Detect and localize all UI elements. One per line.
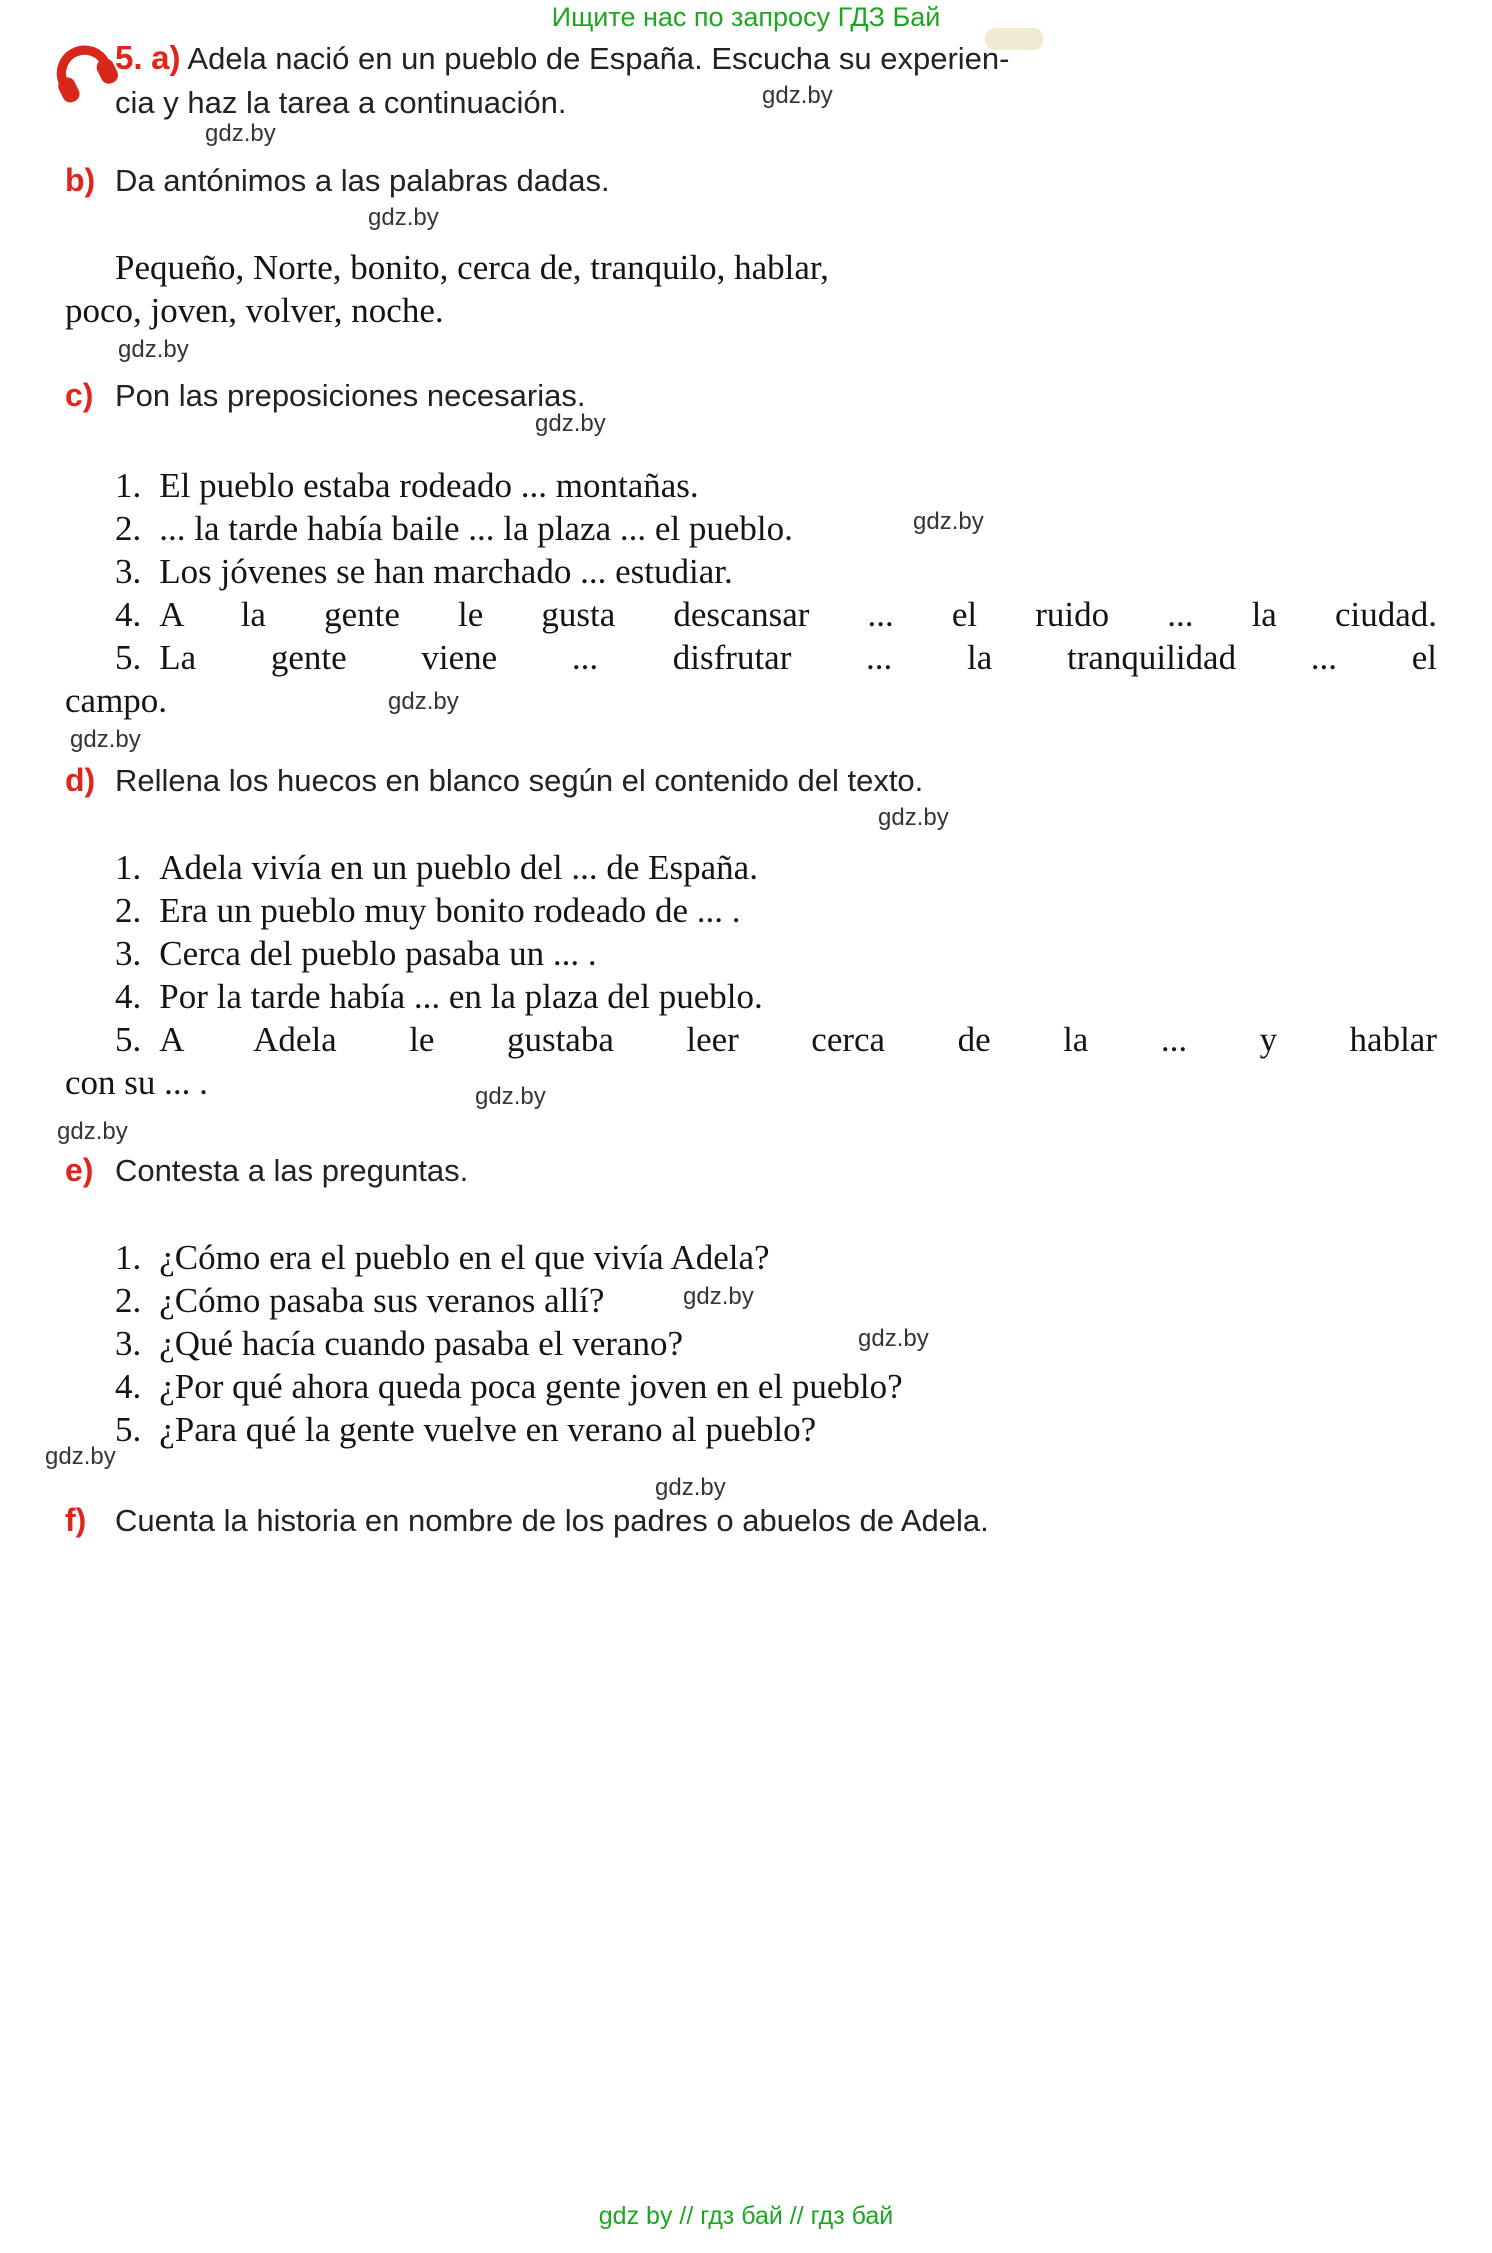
part-d-instruction: Rellena los huecos en blanco según el contenido del texto. — [115, 763, 924, 798]
item-text: Adela vivía en un pueblo del ... de España. — [159, 848, 758, 887]
list-item — [65, 1365, 1437, 1408]
item-number: 5. — [115, 1410, 142, 1449]
exercise-number: 5. — [115, 39, 143, 76]
gdz-watermark: gdz.by — [858, 1325, 929, 1352]
part-f-instruction: Cuenta la historia en nombre de los padres o abuelos de Adela. — [115, 1503, 989, 1538]
questions-list — [65, 1236, 1437, 1451]
part-e-label: e) — [65, 1152, 94, 1188]
word-list-line1: Pequeño, Norte, bonito, cerca de, tranquilo, hablar, — [115, 248, 829, 287]
list-item — [65, 932, 1437, 975]
gdz-watermark: gdz.by — [205, 120, 276, 147]
part-a-label: a) — [151, 39, 181, 76]
item-text: Los jóvenes se han marchado ... estudiar. — [159, 552, 733, 591]
item-number: 2. — [115, 891, 142, 930]
item-text: ¿Por qué ahora queda poca gente joven en el pueblo? — [159, 1367, 903, 1406]
item-number: 3. — [115, 1324, 142, 1363]
gdz-watermark: gdz.by — [118, 336, 189, 363]
gdz-watermark: gdz.by — [70, 726, 141, 753]
gdz-watermark: gdz.by — [57, 1118, 128, 1145]
top-site-hint: Ищите нас по запросу ГДЗ Бай — [551, 2, 941, 32]
item-text: ¿Cómo pasaba sus veranos allí? — [159, 1281, 605, 1320]
gdz-watermark: gdz.by — [475, 1083, 546, 1110]
item-text: ¿Qué hacía cuando pasaba el verano? — [159, 1324, 683, 1363]
item-number: 4. — [115, 1367, 142, 1406]
item-wrap-line: campo. — [65, 681, 168, 720]
item-number: 1. — [115, 1238, 142, 1277]
item-wrap-line: con su ... . — [65, 1063, 208, 1102]
part-a-line1: Adela nació en un pueblo de España. Escucha su experien- — [187, 41, 1010, 76]
item-number: 4. — [115, 977, 142, 1016]
item-text: A la gente le gusta descansar ... el ruido ... la ciudad. — [159, 595, 1437, 634]
list-item — [65, 1322, 1437, 1365]
list-item — [65, 550, 1437, 593]
item-text: El pueblo estaba rodeado ... montañas. — [159, 466, 699, 505]
exercise-part-a — [115, 36, 1095, 125]
part-b-instruction: Da antónimos a las palabras dadas. — [115, 163, 610, 198]
list-item — [65, 464, 1437, 507]
item-text: Por la tarde había ... en la plaza del pueblo. — [159, 977, 763, 1016]
list-item — [65, 846, 1437, 889]
gdz-watermark: gdz.by — [368, 204, 439, 231]
item-number: 1. — [115, 466, 142, 505]
item-number: 1. — [115, 848, 142, 887]
word-list-paragraph — [65, 246, 1437, 332]
gdz-watermark: gdz.by — [535, 410, 606, 437]
list-item — [65, 507, 1437, 550]
exercise-part-d-head — [65, 762, 923, 799]
part-c-instruction: Pon las preposiciones necesarias. — [115, 378, 586, 413]
bottom-site-hint: gdz by // гдз бай // гдз бай — [598, 2202, 894, 2230]
part-d-label: d) — [65, 762, 96, 798]
gdz-watermark: gdz.by — [655, 1474, 726, 1501]
list-item — [65, 593, 1437, 636]
exercise-part-c-head — [65, 377, 585, 414]
part-b-label: b) — [65, 162, 96, 198]
item-number: 2. — [115, 509, 142, 548]
exercise-part-f-head — [65, 1502, 989, 1539]
preposition-sentence-list — [65, 464, 1437, 722]
antonym-word-list — [65, 246, 1437, 332]
part-a-line2: cia y haz la tarea a continuación. — [115, 85, 567, 120]
gdz-watermark: gdz.by — [878, 804, 949, 831]
gdz-watermark: gdz.by — [45, 1443, 116, 1470]
item-text: La gente viene ... disfrutar ... la tranquilidad ... el — [159, 638, 1437, 677]
exercise-part-b-head — [65, 162, 610, 199]
list-item — [65, 975, 1437, 1018]
item-line1 — [65, 1018, 1437, 1061]
list-item — [65, 636, 1437, 722]
item-number: 5. — [115, 1020, 142, 1059]
list-item — [65, 1408, 1437, 1451]
item-text: Cerca del pueblo pasaba un ... . — [159, 934, 597, 973]
gdz-watermark: gdz.by — [388, 688, 459, 715]
list-item — [65, 1236, 1437, 1279]
gdz-watermark: gdz.by — [913, 508, 984, 535]
item-text: ¿Para qué la gente vuelve en verano al pueblo? — [159, 1410, 817, 1449]
item-number: 3. — [115, 552, 142, 591]
item-text: ... la tarde había baile ... la plaza ... el pueblo. — [159, 509, 793, 548]
part-e-instruction: Contesta a las preguntas. — [115, 1153, 469, 1188]
part-f-label: f) — [65, 1502, 87, 1538]
item-number: 5. — [115, 638, 142, 677]
gdz-watermark: gdz.by — [683, 1283, 754, 1310]
list-item — [65, 889, 1437, 932]
gdz-watermark: gdz.by — [762, 82, 833, 109]
item-number: 3. — [115, 934, 142, 973]
item-number: 2. — [115, 1281, 142, 1320]
item-number: 4. — [115, 595, 142, 634]
item-text: ¿Cómo era el pueblo en el que vivía Adela? — [159, 1238, 770, 1277]
fill-gaps-sentence-list — [65, 846, 1437, 1104]
exercise-part-e-head — [65, 1152, 468, 1189]
list-item — [65, 1018, 1437, 1104]
word-list-line2: poco, joven, volver, noche. — [65, 291, 444, 330]
item-line1 — [65, 636, 1437, 679]
part-c-label: c) — [65, 377, 94, 413]
item-text: A Adela le gustaba leer cerca de la ... y hablar — [159, 1020, 1437, 1059]
item-text: Era un pueblo muy bonito rodeado de ... . — [159, 891, 741, 930]
